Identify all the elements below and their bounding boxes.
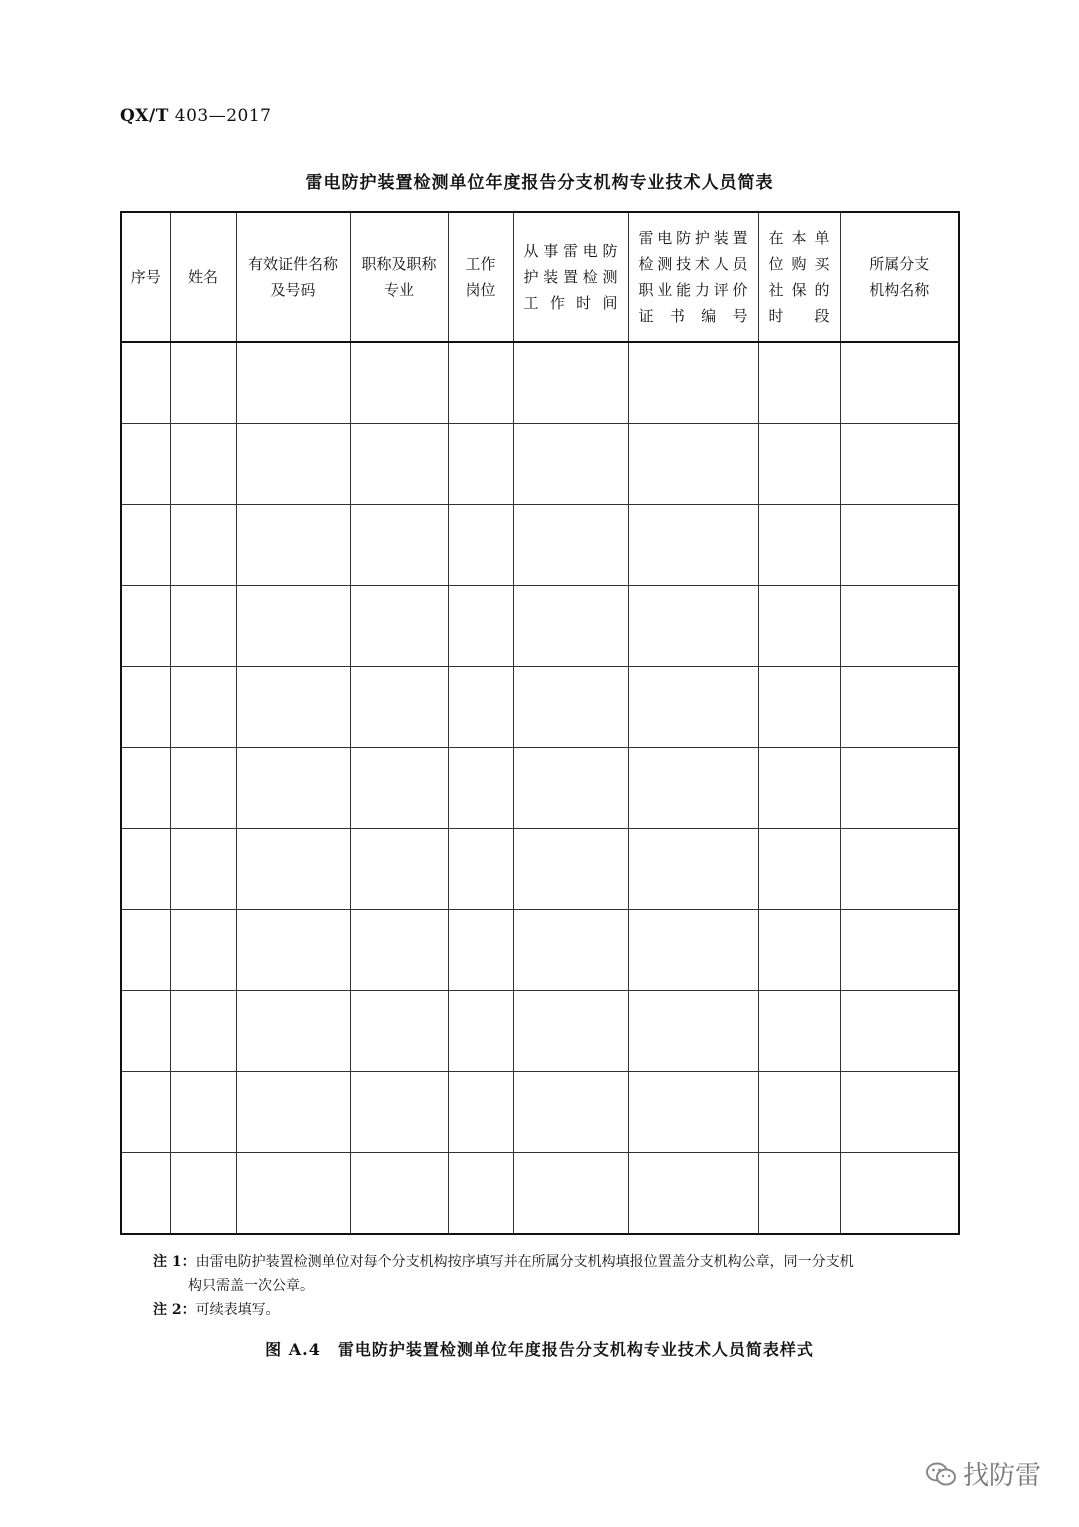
table-cell [840, 667, 959, 748]
column-header [513, 212, 628, 342]
standard-prefix: QX/T [120, 106, 169, 126]
table-cell [236, 910, 350, 991]
column-header-line: 工作时间 [523, 294, 618, 312]
table-cell [758, 586, 840, 667]
table-cell [513, 991, 628, 1072]
notes [153, 1250, 959, 1322]
table-row [121, 342, 959, 424]
table-cell [628, 424, 758, 505]
table-cell [236, 991, 350, 1072]
table-cell [236, 829, 350, 910]
column-header-line: 及号码 [270, 281, 316, 299]
figure-caption: 图 A.4 雷电防护装置检测单位年度报告分支机构专业技术人员简表样式 [265, 1340, 814, 1359]
table-cell [628, 1153, 758, 1235]
table-cell [121, 991, 170, 1072]
table-cell [758, 991, 840, 1072]
column-header [758, 212, 840, 342]
column-header [840, 212, 959, 342]
table-cell [513, 1072, 628, 1153]
table-cell [628, 586, 758, 667]
table-cell [758, 424, 840, 505]
table-cell [513, 586, 628, 667]
table-row [121, 829, 959, 910]
column-header-line: 机构名称 [869, 281, 930, 299]
table-cell [840, 748, 959, 829]
table-cell [170, 667, 236, 748]
table-cell [350, 910, 448, 991]
column-header [121, 212, 170, 342]
column-header-line: 雷电防护装置 [638, 229, 748, 247]
table-cell [170, 829, 236, 910]
table-cell [513, 342, 628, 424]
note-text-line: 可续表填写。 [195, 1302, 280, 1318]
table-cell [170, 424, 236, 505]
table-cell [236, 586, 350, 667]
table-row [121, 586, 959, 667]
column-header-line: 专业 [383, 281, 414, 299]
table-cell [628, 667, 758, 748]
table-cell [628, 991, 758, 1072]
table-row [121, 748, 959, 829]
column-header [236, 212, 350, 342]
table-cell [170, 1072, 236, 1153]
column-header [170, 212, 236, 342]
table-cell [840, 424, 959, 505]
table-cell [236, 1072, 350, 1153]
table-cell [513, 748, 628, 829]
column-header-line: 检测技术人员 [638, 255, 748, 273]
table-cell [236, 1153, 350, 1235]
note-1 [153, 1250, 959, 1298]
table-cell [513, 1153, 628, 1235]
column-header-line: 位购买 [768, 255, 830, 273]
table-cell [448, 505, 513, 586]
note-2 [153, 1298, 959, 1322]
note-text-line: 由雷电防护装置检测单位对每个分支机构按序填写并在所属分支机构填报位置盖分支机构公章，同一分支机 [195, 1254, 854, 1270]
column-header-line: 序号 [130, 268, 161, 286]
column-header [628, 212, 758, 342]
table-cell [758, 505, 840, 586]
table-cell [628, 748, 758, 829]
table-cell [840, 1153, 959, 1235]
table-cell [236, 505, 350, 586]
table-cell [448, 910, 513, 991]
column-header [350, 212, 448, 342]
table-cell [448, 1153, 513, 1235]
table-cell [121, 910, 170, 991]
column-header [448, 212, 513, 342]
table-row [121, 1153, 959, 1235]
table-cell [121, 1153, 170, 1235]
table-cell [236, 342, 350, 424]
table-cell [121, 424, 170, 505]
table-cell [121, 667, 170, 748]
table-cell [448, 667, 513, 748]
table-cell [350, 667, 448, 748]
table-cell [448, 342, 513, 424]
table-cell [448, 991, 513, 1072]
table-cell [513, 424, 628, 505]
table-cell [448, 1072, 513, 1153]
table-cell [513, 829, 628, 910]
table-cell [513, 910, 628, 991]
table-cell [170, 586, 236, 667]
table-cell [758, 910, 840, 991]
table-cell [170, 505, 236, 586]
standard-number: 403—2017 [174, 106, 272, 126]
table-cell [628, 910, 758, 991]
table-cell [350, 1072, 448, 1153]
table-cell [121, 1072, 170, 1153]
staff-table [120, 211, 960, 1235]
note-text-line: 构只需盖一次公章。 [188, 1278, 314, 1294]
table-cell [170, 342, 236, 424]
column-header-line: 社保的 [768, 281, 830, 299]
table-cell [628, 505, 758, 586]
table-title: 雷电防护装置检测单位年度报告分支机构专业技术人员简表 [305, 173, 774, 193]
table-cell [513, 505, 628, 586]
column-header-line: 职业能力评价 [638, 281, 748, 299]
table-cell [350, 748, 448, 829]
table-cell [758, 342, 840, 424]
table-cell [840, 910, 959, 991]
table-row [121, 991, 959, 1072]
table-row [121, 910, 959, 991]
table-cell [840, 342, 959, 424]
column-header-line: 时段 [768, 307, 830, 325]
column-header-line: 所属分支 [869, 255, 930, 273]
table-cell [350, 505, 448, 586]
column-header-line: 从事雷电防 [523, 242, 618, 260]
table-row [121, 667, 959, 748]
table-cell [628, 342, 758, 424]
watermark [925, 1455, 1041, 1492]
table-row [121, 505, 959, 586]
column-header-line: 姓名 [187, 268, 218, 286]
table-cell [121, 748, 170, 829]
standard-code [120, 106, 271, 126]
table-cell [350, 1153, 448, 1235]
table-cell [758, 829, 840, 910]
table-cell [121, 505, 170, 586]
table-cell [758, 1153, 840, 1235]
table-cell [448, 748, 513, 829]
column-header-line: 护装置检测 [523, 268, 618, 286]
note-label: 注 2： [153, 1302, 196, 1318]
table-cell [840, 1072, 959, 1153]
watermark-text: 找防雷 [962, 1461, 1041, 1491]
table-cell [350, 424, 448, 505]
table-cell [758, 1072, 840, 1153]
table-cell [513, 667, 628, 748]
column-header-line: 岗位 [465, 281, 496, 299]
table-cell [170, 748, 236, 829]
table-cell [628, 1072, 758, 1153]
table-cell [758, 667, 840, 748]
table-header-row [121, 212, 959, 342]
table-cell [758, 748, 840, 829]
table-cell [840, 991, 959, 1072]
note-label: 注 1： [153, 1254, 196, 1270]
table-cell [236, 748, 350, 829]
table-cell [448, 424, 513, 505]
column-header-line: 工作 [465, 255, 496, 273]
table-cell [121, 829, 170, 910]
table-cell [448, 829, 513, 910]
column-header-line: 有效证件名称 [247, 255, 338, 273]
table-cell [840, 829, 959, 910]
table-cell [350, 991, 448, 1072]
table-cell [236, 424, 350, 505]
table-cell [350, 829, 448, 910]
table-cell [170, 1153, 236, 1235]
table-cell [448, 586, 513, 667]
table-cell [840, 505, 959, 586]
column-header-line: 在本单 [768, 229, 830, 247]
table-cell [121, 586, 170, 667]
table-cell [121, 342, 170, 424]
table-row [121, 424, 959, 505]
table-cell [170, 910, 236, 991]
wechat-icon [925, 1461, 957, 1487]
table-cell [350, 342, 448, 424]
table-cell [628, 829, 758, 910]
table-cell [350, 586, 448, 667]
table-cell [170, 991, 236, 1072]
column-header-line: 职称及职称 [361, 255, 437, 273]
table-cell [840, 586, 959, 667]
table-row [121, 1072, 959, 1153]
table-cell [236, 667, 350, 748]
column-header-line: 证书编号 [638, 307, 748, 325]
